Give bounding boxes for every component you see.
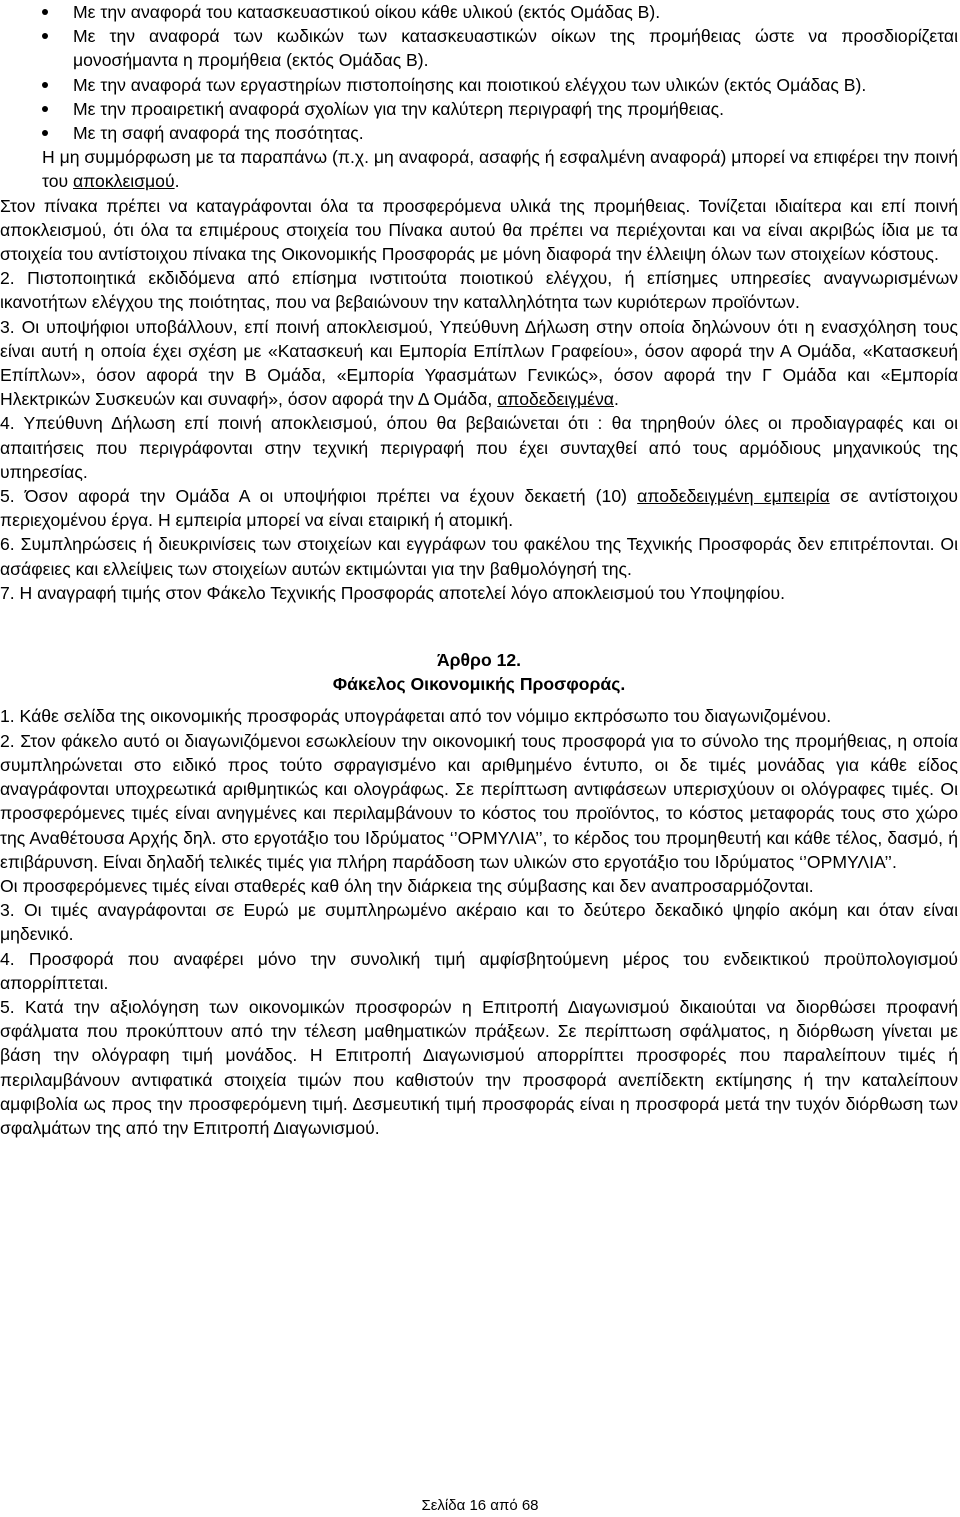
- heading-spacer: [0, 696, 958, 704]
- item-3-underlined: αποδεδειγμένα: [497, 389, 614, 410]
- item-7-paragraph: 7. Η αναγραφή τιμής στον Φάκελο Τεχνικής Προσφοράς αποτελεί λόγο αποκλεισμού του Υποψηφίου.: [0, 582, 786, 603]
- noncompliance-paragraph: [0, 145, 958, 193]
- item-5-text: 5. Όσον αφορά την Ομάδα Α οι υποψήφιοι πρέπει να έχουν δεκαετή (10): [0, 486, 638, 507]
- item-5-end: σε αντίστοιχου περιεχομένου έργα. Η εμπειρία μπορεί να είναι εταιρική ή ατομική.: [0, 486, 958, 531]
- item-3-paragraph: [0, 315, 958, 412]
- financial-item-2-note: Οι προσφερόμενες τιμές είναι σταθερές καθ όλη την διάρκεια της σύμβασης και δεν αναπροσαρμόζονται.: [0, 875, 814, 896]
- noncompliance-text: Η μη συμμόρφωση με τα παραπάνω (π.χ. μη αναφορά, ασαφής ή εσφαλμένη αναφορά) μπορεί να επιφέρει την ποινή του: [42, 147, 958, 192]
- item-3-end: .: [613, 389, 619, 410]
- list-item-text: Με την αναφορά του κατασκευαστικού οίκου κάθε υλικού (εκτός Ομάδας Β).: [73, 2, 661, 22]
- list-item-text: Με την αναφορά των κωδικών των κατασκευαστικών οίκων της προμήθειας ώστε να προσδιορίζεται μονοσήμαντα η προμήθεια (εκτός Ομάδας Β).: [73, 26, 958, 71]
- financial-item-2: 2. Στον φάκελο αυτό οι διαγωνιζόμενοι εσωκλείουν την οικονομική τους προσφορά για το σύνολο της προμήθειας, η οποία συμπληρώνεται στο ειδικό προς τούτο σφραγισμένο και αριθμημένο έντυπο, οι δε τιμές μονάδας για κάθε είδος αναγράφονται υποχρεωτικά αριθμητικώς και ολογράφως. Σε περίπτωση αντιφάσεων υπερισχύουν οι ολόγραφες τιμές. Οι προσφερόμενες τιμές είναι ανηγμένες και περιλαμβάνουν το κόστος του προϊόντος, το κόστος μεταφοράς τους στο χώρο της Αναθέτουσα Αρχής δηλ. στο εργοτάξιο του Ιδρύματος ‘’ΟΡΜΥΛΙΑ’’, το κέρδος του προμηθευτή και κάθε τέλος, δασμό, ή επιβάρυνση. Είναι δηλαδή τελικές τιμές για πλήρη παράδοση των υλικών στο εργοτάξιο του Ιδρύματος ‘’ΟΡΜΥΛΙΑ’’.: [0, 730, 958, 872]
- bullet-icon: [42, 106, 48, 112]
- page-footer: Σελίδα 16 από 68: [421, 1497, 539, 1514]
- financial-item-1: 1. Κάθε σελίδα της οικονομικής προσφοράς υπογράφεται από τον νόμιμο εκπρόσωπο του διαγωνιζομένου.: [0, 706, 832, 727]
- requirements-list: [0, 0, 958, 145]
- list-item-text: Με την αναφορά των εργαστηρίων πιστοποίησης και ποιοτικού ελέγχου των υλικών (εκτός Ομάδας Β).: [73, 74, 867, 95]
- bullet-icon: [42, 9, 48, 15]
- item-5-underlined: αποδεδειγμένη εμπειρία: [637, 486, 830, 507]
- list-item: [0, 24, 958, 72]
- financial-item-4: 4. Προσφορά που αναφέρει μόνο την συνολική τιμή αμφίσβητούμενη μέρος του ενδεικτικού προϋπολογισμού απορρίπτεται.: [0, 948, 958, 993]
- list-item: [0, 0, 958, 24]
- item-3-text: 3. Οι υποψήφιοι υποβάλλουν, επί ποινή αποκλεισμού, Υπεύθυνη Δήλωση στην οποία δηλώνουν ότι η ενασχόληση τους είναι αυτή η οποία έχει σχέση με «Κατασκευή και Εμπορία Επίπλων Γραφείου», όσον αφορά την Α Ομάδα, «Κατασκευή Επίπλων», όσον αφορά την Β Ομάδα, «Εμπορία Υφασμάτων Γενικώς», όσον αφορά την Γ Ομάδα και «Εμπορία Ηλεκτρικών Συσκευών και συναφή», όσον αφορά την Δ Ομάδα,: [0, 316, 958, 410]
- item-2-paragraph: 2. Πιστοποιητικά εκδιδόμενα από επίσημα ινστιτούτα ποιοτικού ελέγχου, ή επίσημες υπηρεσίες αναγνωρισμένων ικανοτήτων ελέγχου της ποιότητας, που να βεβαιώνουν την καταλληλότητα των κυριότερων προϊόντων.: [0, 268, 958, 313]
- table-note-paragraph: Στον πίνακα πρέπει να καταγράφονται όλα τα προσφερόμενα υλικά της προμήθειας. Τονίζεται ιδιαίτερα και επί ποινή αποκλεισμού, ότι όλα τα επιμέρους στοιχεία του Πίνακα αυτού θα πρέπει να περιέχονται και να είναι ακριβώς ίδια με τα στοιχεία του αντίστοιχου πίνακα της Οικονομικής Προσφοράς με μόνη διαφορά την έλλειψη όλων των στοιχείων κόστους.: [0, 195, 958, 265]
- item-6-paragraph: 6. Συμπληρώσεις ή διευκρινίσεις των στοιχείων και εγγράφων του φακέλου της Τεχνικής Προσφοράς δεν επιτρέπονται. Οι ασάφειες και ελλείψεις των στοιχείων αυτών εκτιμώνται για την βαθμολόγησή της.: [0, 534, 958, 579]
- list-item: [0, 97, 958, 121]
- noncompliance-end: .: [174, 171, 180, 192]
- list-item: [0, 121, 958, 145]
- item-4-paragraph: 4. Υπεύθυνη Δήλωση επί ποινή αποκλεισμού, όπου θα βεβαιώνεται ότι : θα τηρηθούν όλες οι προδιαγραφές και οι απαιτήσεις που περιγράφονται στην τεχνική περιγραφή που έχει συνταχθεί από τους αρμόδιους μηχανικούς της υπηρεσίας.: [0, 413, 958, 482]
- bullet-icon: [42, 33, 48, 39]
- item-5-paragraph: [0, 484, 958, 532]
- bullet-icon: [42, 82, 48, 88]
- list-item-text: Με την προαιρετική αναφορά σχολίων για την καλύτερη περιγραφή της προμήθειας.: [73, 98, 724, 119]
- list-item: [0, 73, 958, 97]
- article-title: Φάκελος Οικονομικής Προσφοράς.: [332, 674, 626, 695]
- list-item-text: Με τη σαφή αναφορά της ποσότητας.: [73, 123, 364, 144]
- article-number: Άρθρο 12.: [436, 650, 522, 671]
- bullet-icon: [42, 130, 48, 136]
- financial-item-5: 5. Κατά την αξιολόγηση των οικονομικών προσφορών η Επιτροπή Διαγωνισμού δικαιούται να διορθώσει προφανή σφάλματα που προκύπτουν από την τέλεση μαθηματικών πράξεων. Σε περίπτωση σφάλματος, η διόρθωση γίνεται με βάση την ολόγραφη τιμή μονάδος. Η Επιτροπή Διαγωνισμού απορρίπτει προσφορές που παραλείπουν τιμές ή περιλαμβάνουν αντιφατικά στοιχεία τιμών που καθιστούν την προσφορά ανεπίδεκτη εκτίμησης ή την καταλείπουν αμφιβολία ως προς την προσφερόμενη τιμή. Δεσμευτική τιμή προσφοράς είναι η προσφορά μετά την τυχόν διόρθωση των σφαλμάτων της από την Επιτροπή Διαγωνισμού.: [0, 996, 958, 1138]
- financial-item-3: 3. Οι τιμές αναγράφονται σε Ευρώ με συμπληρωμένο ακέραιο και το δεύτερο δεκαδικό ψηφίο ακόμη και όταν είναι μηδενικό.: [0, 900, 958, 945]
- noncompliance-underlined: αποκλεισμού: [73, 171, 175, 192]
- section-spacer: [0, 605, 958, 648]
